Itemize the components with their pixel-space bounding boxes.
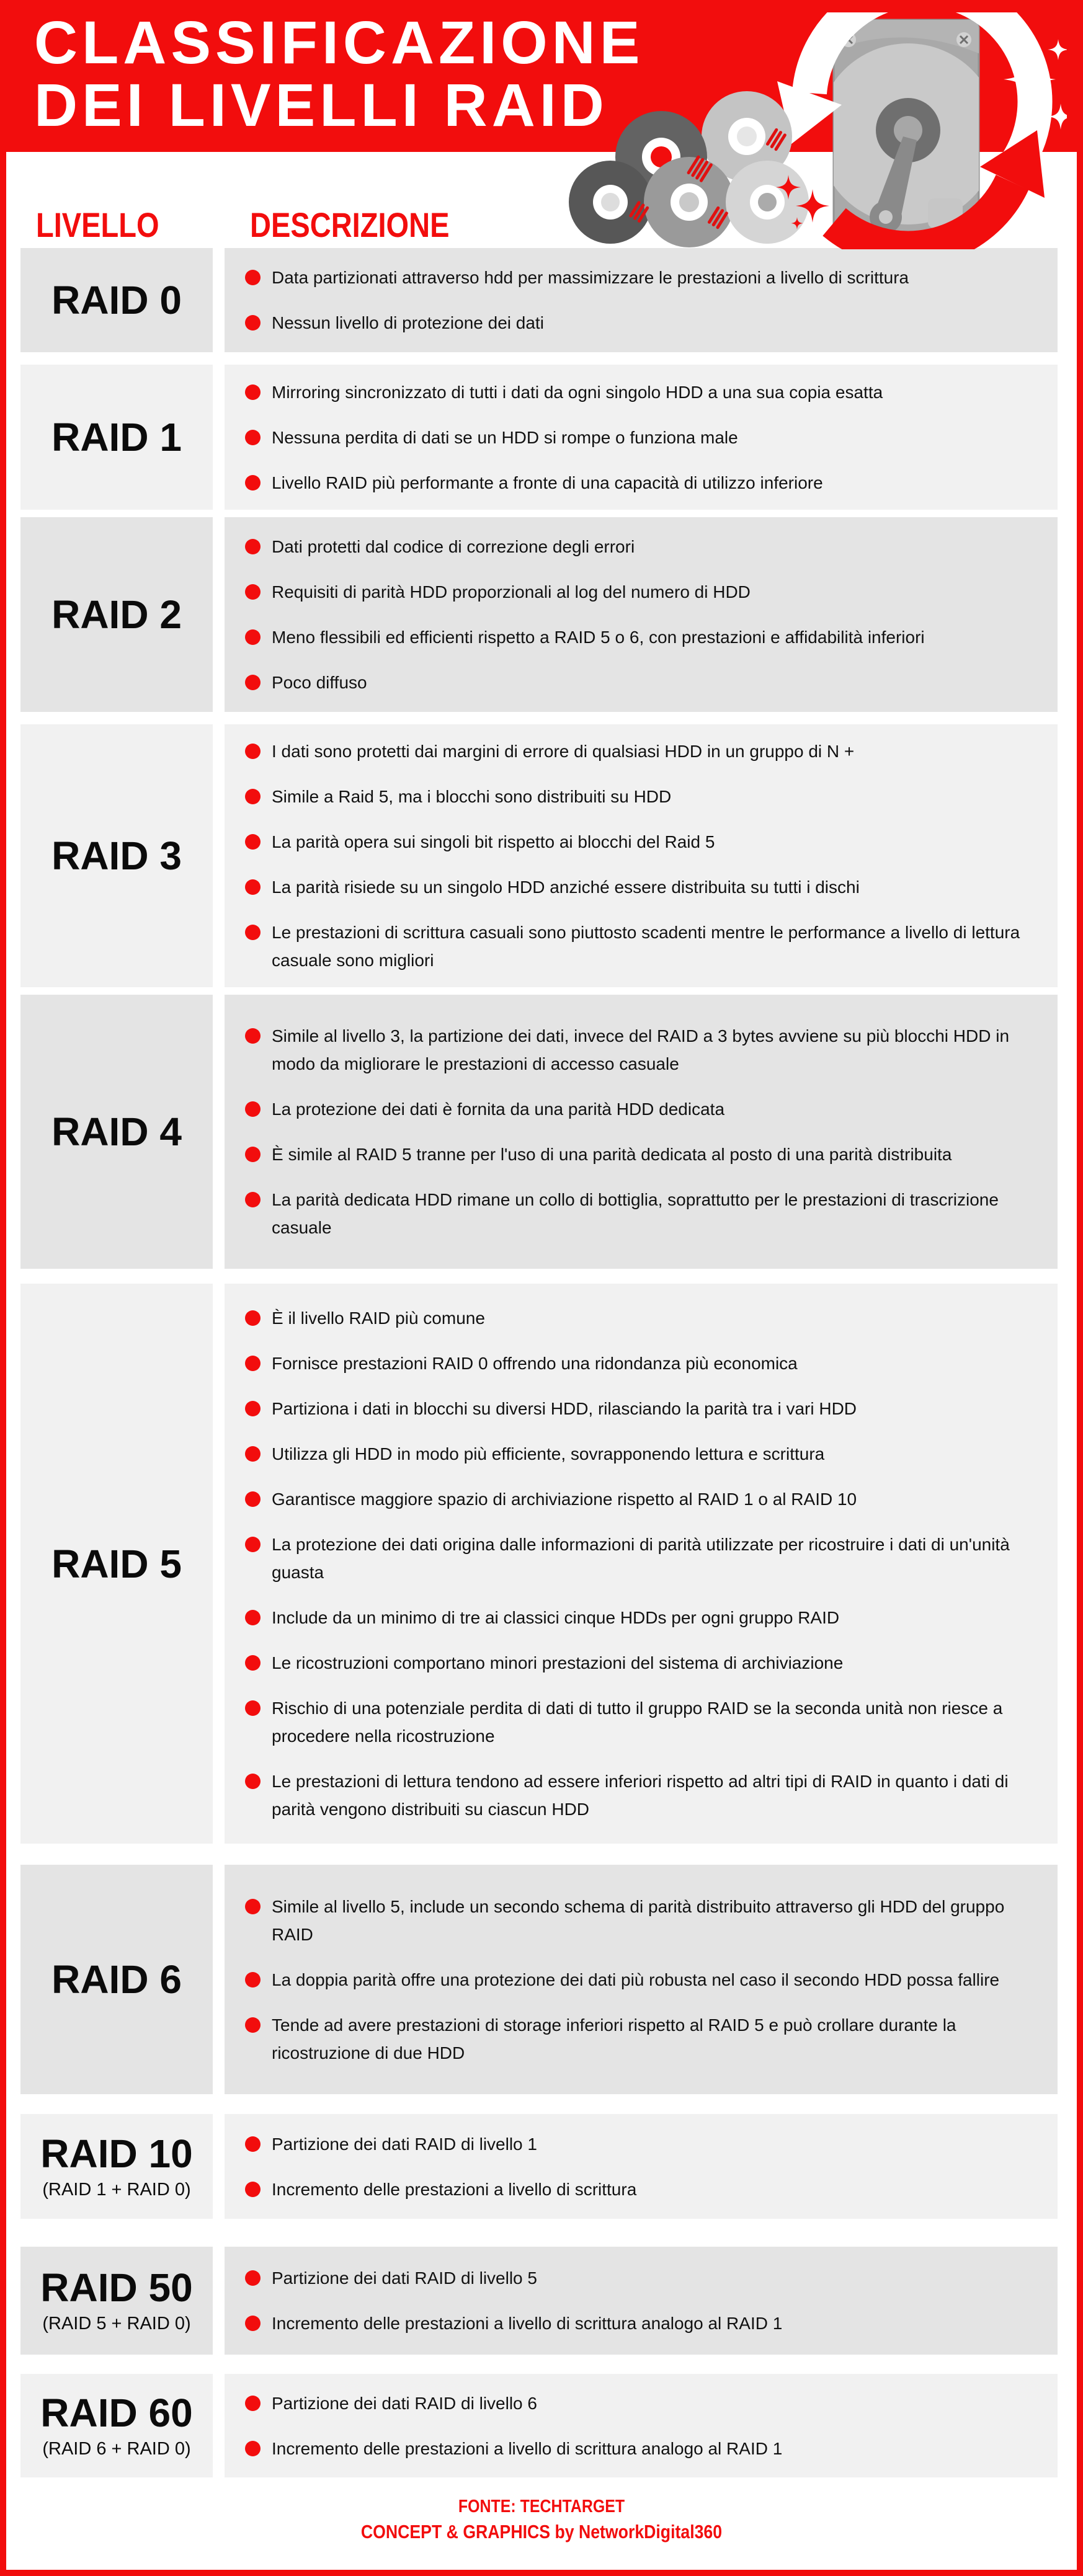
- description-text: Rischio di una potenziale perdita di dati di tutto il gruppo RAID se la seconda unità non riesce a procedere nella ricostruzione: [272, 1699, 1003, 1746]
- description-item: [245, 1694, 1020, 1750]
- page-title: [34, 9, 644, 139]
- level-box: [20, 517, 213, 712]
- description-item: [245, 309, 1020, 337]
- level-box: [20, 2114, 213, 2219]
- description-item: [245, 264, 1020, 291]
- level-sublabel: (RAID 1 + RAID 0): [42, 2179, 191, 2200]
- description-item: [245, 783, 1020, 811]
- description-box: [225, 365, 1058, 510]
- bullet-icon: [245, 1491, 261, 1507]
- description-text: Requisiti di parità HDD proporzionali al log del numero di HDD: [272, 582, 751, 602]
- description-text: Livello RAID più performante a fronte di una capacità di utilizzo inferiore: [272, 473, 823, 492]
- title-line-2: DEI LIVELLI RAID: [34, 71, 608, 139]
- raid-row-raid-3: [20, 724, 1058, 987]
- bullet-icon: [245, 834, 261, 850]
- description-item: [245, 737, 1020, 765]
- description-box: [225, 724, 1058, 987]
- level-box: [20, 2247, 213, 2355]
- level-label: RAID 6: [51, 1957, 182, 2002]
- description-box: [225, 1865, 1058, 2094]
- description-text: Incremento delle prestazioni a livello di scrittura analogo al RAID 1: [272, 2314, 783, 2333]
- bullet-icon: [245, 270, 261, 285]
- description-box: [225, 2374, 1058, 2477]
- description-text: Nessuna perdita di dati se un HDD si rompe o funziona male: [272, 427, 738, 447]
- footer-source: FONTE: TECHTARGET: [458, 2497, 625, 2516]
- description-text: Poco diffuso: [272, 673, 367, 692]
- bullet-icon: [245, 1700, 261, 1716]
- bullet-icon: [245, 2270, 261, 2286]
- raid-rows: [20, 248, 1058, 2477]
- border-right: [1077, 0, 1083, 2576]
- bullet-icon: [245, 2017, 261, 2033]
- description-box: [225, 517, 1058, 712]
- description-box: [225, 248, 1058, 352]
- title-line-1: CLASSIFICAZIONE: [34, 9, 644, 76]
- bullet-icon: [245, 1899, 261, 1914]
- bullet-icon: [245, 2182, 261, 2197]
- description-text: Simile a Raid 5, ma i blocchi sono distribuiti su HDD: [272, 787, 672, 806]
- description-text: Incremento delle prestazioni a livello di scrittura: [272, 2179, 637, 2199]
- description-text: Simile al livello 3, la partizione dei dati, invece del RAID a 3 bytes avviene su più blocchi HDD in modo da migliorare le prestazioni di accesso casuale: [272, 1026, 1010, 1073]
- level-label: RAID 10: [40, 2131, 193, 2176]
- description-item: [245, 1966, 1020, 1994]
- description-text: Nessun livello di protezione dei dati: [272, 313, 544, 332]
- raid-row-raid-10: [20, 2114, 1058, 2219]
- raid-row-raid-2: [20, 517, 1058, 712]
- bullet-icon: [245, 539, 261, 554]
- description-item: [245, 424, 1020, 451]
- description-box: [225, 2247, 1058, 2355]
- level-box: [20, 995, 213, 1269]
- footer: [0, 2494, 1083, 2545]
- border-bottom: [0, 2570, 1083, 2576]
- description-item: [245, 1893, 1020, 1948]
- description-item: [245, 2175, 1020, 2203]
- description-item: [245, 623, 1020, 651]
- description-item: [245, 918, 1020, 974]
- description-item: [245, 1649, 1020, 1677]
- bullet-icon: [245, 584, 261, 600]
- description-item: [245, 1767, 1020, 1823]
- bullet-icon: [245, 1610, 261, 1625]
- bullet-icon: [245, 1101, 261, 1117]
- bullet-icon: [245, 1401, 261, 1416]
- bullet-icon: [245, 1192, 261, 1207]
- description-item: [245, 469, 1020, 497]
- bullet-icon: [245, 1356, 261, 1371]
- description-item: [245, 873, 1020, 901]
- description-text: Fornisce prestazioni RAID 0 offrendo una ridondanza più economica: [272, 1354, 798, 1373]
- description-text: La protezione dei dati origina dalle informazioni di parità utilizzate per ricostruire i dati di un'unità guasta: [272, 1535, 1010, 1582]
- description-text: La doppia parità offre una protezione dei dati più robusta nel caso il secondo HDD possa fallire: [272, 1970, 1000, 1989]
- bullet-icon: [245, 315, 261, 331]
- description-text: È simile al RAID 5 tranne per l'uso di una parità dedicata al posto di una parità distribuita: [272, 1145, 952, 1164]
- level-label: RAID 4: [51, 1109, 182, 1154]
- description-item: [245, 378, 1020, 406]
- description-item: [245, 1604, 1020, 1632]
- description-item: [245, 1140, 1020, 1168]
- bullet-icon: [245, 1446, 261, 1462]
- level-box: [20, 2374, 213, 2477]
- bullet-icon: [245, 1028, 261, 1044]
- hdd-illustration: [558, 12, 1067, 249]
- description-text: Simile al livello 5, include un secondo schema di parità distribuito attraverso gli HDD del gruppo RAID: [272, 1896, 1005, 1944]
- description-text: Data partizionati attraverso hdd per massimizzare le prestazioni a livello di scrittura: [272, 268, 909, 287]
- column-header-descrizione: DESCRIZIONE: [250, 205, 450, 244]
- disk-stack-icon: [569, 91, 809, 247]
- description-box: [225, 2114, 1058, 2219]
- bullet-icon: [245, 430, 261, 445]
- level-box: [20, 365, 213, 510]
- level-box: [20, 248, 213, 352]
- level-label: RAID 50: [40, 2265, 193, 2310]
- description-item: [245, 533, 1020, 561]
- bullet-icon: [245, 2316, 261, 2331]
- description-text: Mirroring sincronizzato di tutti i dati da ogni singolo HDD a una sua copia esatta: [272, 382, 883, 402]
- description-item: [245, 2435, 1020, 2463]
- description-item: [245, 1395, 1020, 1423]
- level-box: [20, 1284, 213, 1844]
- raid-row-raid-1: [20, 365, 1058, 510]
- border-left: [0, 0, 6, 2576]
- bullet-icon: [245, 629, 261, 645]
- bullet-icon: [245, 2441, 261, 2456]
- level-box: [20, 1865, 213, 2094]
- description-text: Incremento delle prestazioni a livello di scrittura analogo al RAID 1: [272, 2438, 783, 2458]
- raid-row-raid-0: [20, 248, 1058, 352]
- bullet-icon: [245, 2136, 261, 2152]
- description-text: Partiziona i dati in blocchi su diversi HDD, rilasciando la parità tra i vari HDD: [272, 1399, 857, 1418]
- raid-row-raid-60: [20, 2374, 1058, 2477]
- raid-row-raid-5: [20, 1284, 1058, 1844]
- bullet-icon: [245, 384, 261, 400]
- raid-row-raid-4: [20, 995, 1058, 1269]
- description-text: Le prestazioni di scrittura casuali sono piuttosto scadenti mentre le performance a livello di lettura casuale sono migliori: [272, 923, 1020, 970]
- bullet-icon: [245, 2396, 261, 2411]
- level-label: RAID 1: [51, 415, 182, 460]
- description-item: [245, 2389, 1020, 2417]
- bullet-icon: [245, 1655, 261, 1671]
- description-text: La parità risiede su un singolo HDD anziché essere distribuita su tutti i dischi: [272, 877, 860, 897]
- footer-credits: CONCEPT & GRAPHICS by NetworkDigital360: [360, 2521, 723, 2543]
- description-text: I dati sono protetti dai margini di errore di qualsiasi HDD in un gruppo di N +: [272, 742, 855, 761]
- raid-row-raid-6: [20, 1865, 1058, 2094]
- description-text: La parità opera sui singoli bit rispetto ai blocchi del Raid 5: [272, 832, 715, 851]
- description-text: Partizione dei dati RAID di livello 5: [272, 2268, 537, 2288]
- level-sublabel: (RAID 6 + RAID 0): [42, 2438, 191, 2459]
- description-text: Meno flessibili ed efficienti rispetto a RAID 5 o 6, con prestazioni e affidabilità inferiori: [272, 628, 925, 647]
- description-item: [245, 1304, 1020, 1332]
- column-header-livello: LIVELLO: [36, 205, 159, 244]
- description-text: Tende ad avere prestazioni di storage inferiori rispetto al RAID 5 e può crollare durante la ricostruzione di due HDD: [272, 2015, 956, 2063]
- bullet-icon: [245, 1147, 261, 1162]
- bullet-icon: [245, 675, 261, 690]
- description-text: Include da un minimo di tre ai classici cinque HDDs per ogni gruppo RAID: [272, 1608, 840, 1627]
- description-item: [245, 1186, 1020, 1241]
- description-text: La protezione dei dati è fornita da una parità HDD dedicata: [272, 1099, 725, 1119]
- level-label: RAID 3: [51, 833, 182, 878]
- description-text: È il livello RAID più comune: [272, 1308, 485, 1328]
- description-box: [225, 995, 1058, 1269]
- level-box: [20, 724, 213, 987]
- bullet-icon: [245, 1774, 261, 1789]
- description-text: Dati protetti dal codice di correzione degli errori: [272, 537, 635, 556]
- bullet-icon: [245, 1310, 261, 1326]
- bullet-icon: [245, 744, 261, 759]
- level-label: RAID 60: [40, 2390, 193, 2435]
- level-label: RAID 0: [51, 278, 182, 322]
- description-item: [245, 828, 1020, 856]
- bullet-icon: [245, 1537, 261, 1552]
- description-text: Partizione dei dati RAID di livello 6: [272, 2393, 537, 2413]
- description-text: La parità dedicata HDD rimane un collo di bottiglia, soprattutto per le prestazioni di trascrizione casuale: [272, 1190, 999, 1237]
- description-item: [245, 2130, 1020, 2158]
- description-box: [225, 1284, 1058, 1844]
- level-sublabel: (RAID 5 + RAID 0): [42, 2314, 191, 2334]
- description-item: [245, 668, 1020, 696]
- description-item: [245, 578, 1020, 606]
- description-text: Le ricostruzioni comportano minori prestazioni del sistema di archiviazione: [272, 1653, 844, 1672]
- bullet-icon: [245, 925, 261, 940]
- description-item: [245, 1530, 1020, 1586]
- description-item: [245, 1440, 1020, 1468]
- raid-row-raid-50: [20, 2247, 1058, 2355]
- description-text: Utilizza gli HDD in modo più efficiente, sovrapponendo lettura e scrittura: [272, 1444, 825, 1463]
- description-item: [245, 1485, 1020, 1513]
- description-item: [245, 2011, 1020, 2067]
- description-text: Partizione dei dati RAID di livello 1: [272, 2134, 537, 2154]
- description-text: Le prestazioni di lettura tendono ad essere inferiori rispetto ad altri tipi di RAID in quanto i dati di parità vengono distribuiti su ciascun HDD: [272, 1772, 1009, 1819]
- description-item: [245, 1022, 1020, 1078]
- bullet-icon: [245, 789, 261, 804]
- description-item: [245, 2264, 1020, 2292]
- description-text: Garantisce maggiore spazio di archiviazione rispetto al RAID 1 o al RAID 10: [272, 1490, 857, 1509]
- bullet-icon: [245, 475, 261, 491]
- level-label: RAID 2: [51, 592, 182, 637]
- bullet-icon: [245, 1972, 261, 1988]
- bullet-icon: [245, 879, 261, 895]
- description-item: [245, 1349, 1020, 1377]
- description-item: [245, 1095, 1020, 1123]
- level-label: RAID 5: [51, 1541, 182, 1586]
- description-item: [245, 2309, 1020, 2337]
